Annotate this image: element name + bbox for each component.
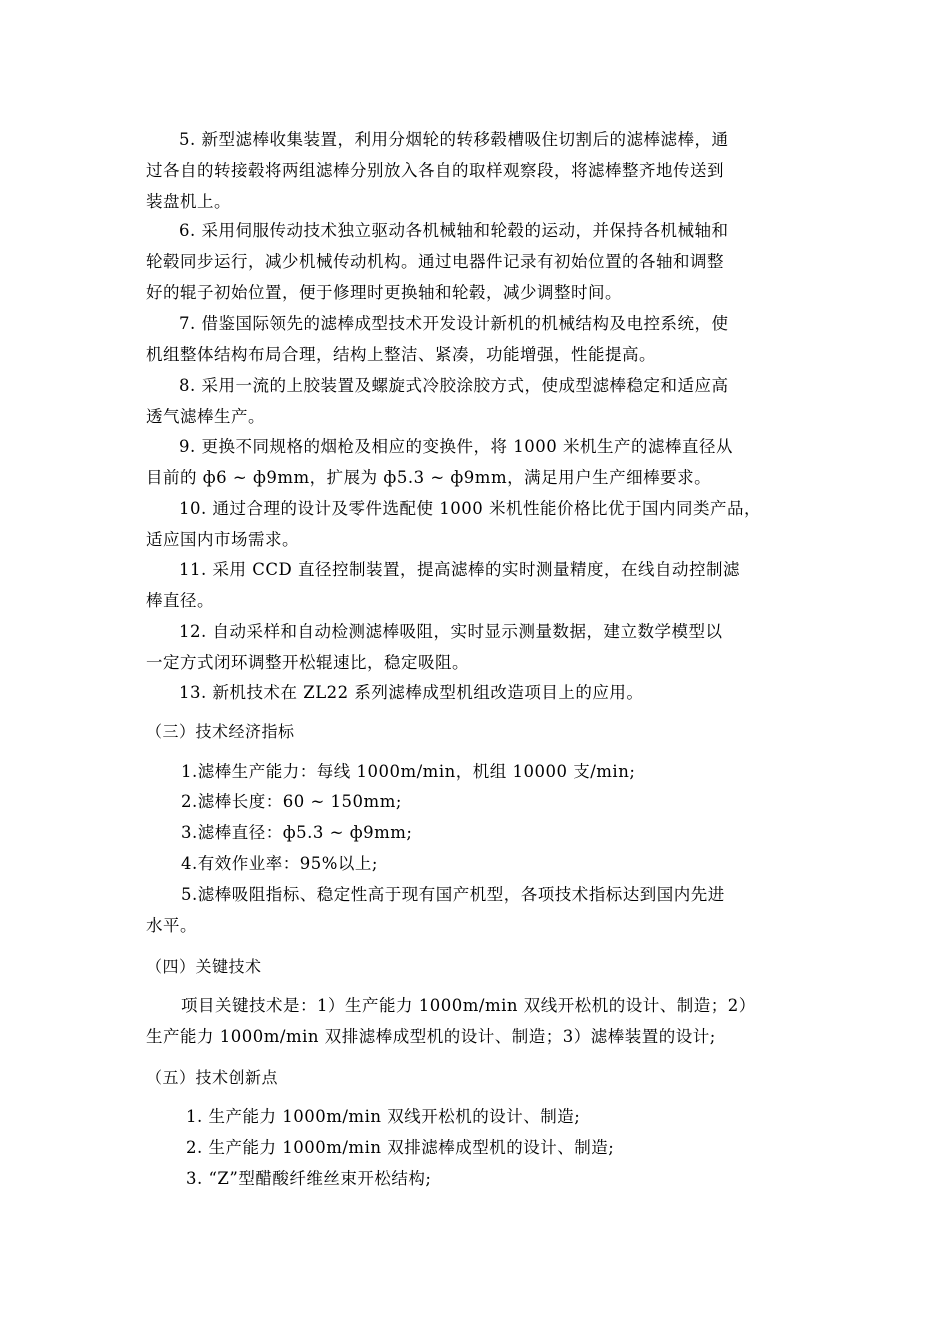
innovation-item-6 (146, 215, 810, 308)
paragraph-line: 6. 采用伺服传动技术独立驱动各机械轴和轮毂的运动，并保持各机械轴和 (179, 221, 729, 240)
section-heading-4: （四）关键技术 (146, 957, 262, 976)
paragraph-line: 7. 借鉴国际领先的滤棒成型技术开发设计新机的机械结构及电控系统，使 (179, 314, 729, 333)
paragraph-line: 5. 新型滤棒收集装置，利用分烟轮的转移毂槽吸住切割后的滤棒滤棒，通 (179, 130, 729, 149)
paragraph-line: 轮毂同步运行，减少机械传动机构。通过电器件记录有初始位置的各轴和调整 (146, 252, 724, 271)
key-tech-line: 生产能力 1000m/min 双排滤棒成型机的设计、制造；3）滤棒装置的设计; (146, 1027, 716, 1046)
section-heading-5: （五）技术创新点 (146, 1068, 279, 1087)
indicator-item: 1.滤棒生产能力：每线 1000m/min，机组 10000 支/min; (181, 762, 636, 781)
innovation-item-10 (146, 493, 810, 555)
paragraph-line: 10. 通过合理的设计及零件选配使 1000 米机性能价格比优于国内同类产品， (179, 499, 761, 518)
paragraph-line: 一定方式闭环调整开松辊速比，稳定吸阻。 (146, 653, 469, 672)
paragraph-line: 装盘机上。 (146, 192, 231, 211)
paragraph-line: 9. 更换不同规格的烟枪及相应的变换件，将 1000 米机生产的滤棒直径从 (179, 437, 733, 456)
paragraph-line: 过各自的转接毂将两组滤棒分别放入各自的取样观察段，将滤棒整齐地传送到 (146, 161, 724, 180)
innovation-point: 3. “Z”型醋酸纤维丝束开松结构; (186, 1169, 432, 1188)
innovation-point: 1. 生产能力 1000m/min 双线开松机的设计、制造; (186, 1107, 581, 1126)
innovation-point: 2. 生产能力 1000m/min 双排滤棒成型机的设计、制造; (186, 1138, 615, 1157)
innovation-item-8 (146, 370, 810, 432)
paragraph-line: 12. 自动采样和自动检测滤棒吸阻，实时显示测量数据，建立数学模型以 (179, 622, 723, 641)
paragraph-line: 棒直径。 (146, 591, 214, 610)
indicator-item: 2.滤棒长度：60 ~ 150mm; (181, 792, 402, 811)
innovation-item-11 (146, 554, 810, 616)
paragraph-line: 目前的 ф6 ~ ф9mm，扩展为 ф5.3 ~ ф9mm，满足用户生产细棒要求。 (146, 468, 712, 487)
indicator-item: 4.有效作业率：95%以上; (181, 854, 378, 873)
innovation-item-5 (146, 124, 810, 217)
paragraph-line: 13. 新机技术在 ZL22 系列滤棒成型机组改造项目上的应用。 (179, 683, 644, 702)
indicator-item-continuation: 水平。 (146, 916, 197, 935)
indicator-item: 5.滤棒吸阻指标、稳定性高于现有国产机型，各项技术指标达到国内先进 (181, 885, 725, 904)
innovation-item-7 (146, 308, 810, 370)
paragraph-line: 适应国内市场需求。 (146, 530, 299, 549)
innovation-item-9 (146, 431, 810, 493)
section-heading-3: （三）技术经济指标 (146, 722, 295, 741)
paragraph-line: 机组整体结构布局合理，结构上整洁、紧凑，功能增强，性能提高。 (146, 345, 656, 364)
innovation-item-12 (146, 616, 810, 678)
innovation-item-13 (146, 677, 810, 708)
paragraph-line: 8. 采用一流的上胶装置及螺旋式冷胶涂胶方式，使成型滤棒稳定和适应高 (179, 376, 729, 395)
key-tech-line: 项目关键技术是：1）生产能力 1000m/min 双线开松机的设计、制造；2） (181, 996, 756, 1015)
paragraph-line: 透气滤棒生产。 (146, 407, 265, 426)
indicator-item: 3.滤棒直径：ф5.3 ~ ф9mm; (181, 823, 413, 842)
paragraph-line: 好的辊子初始位置，便于修理时更换轴和轮毂，减少调整时间。 (146, 283, 622, 302)
paragraph-line: 11. 采用 CCD 直径控制装置，提高滤棒的实时测量精度，在线自动控制滤 (179, 560, 740, 579)
